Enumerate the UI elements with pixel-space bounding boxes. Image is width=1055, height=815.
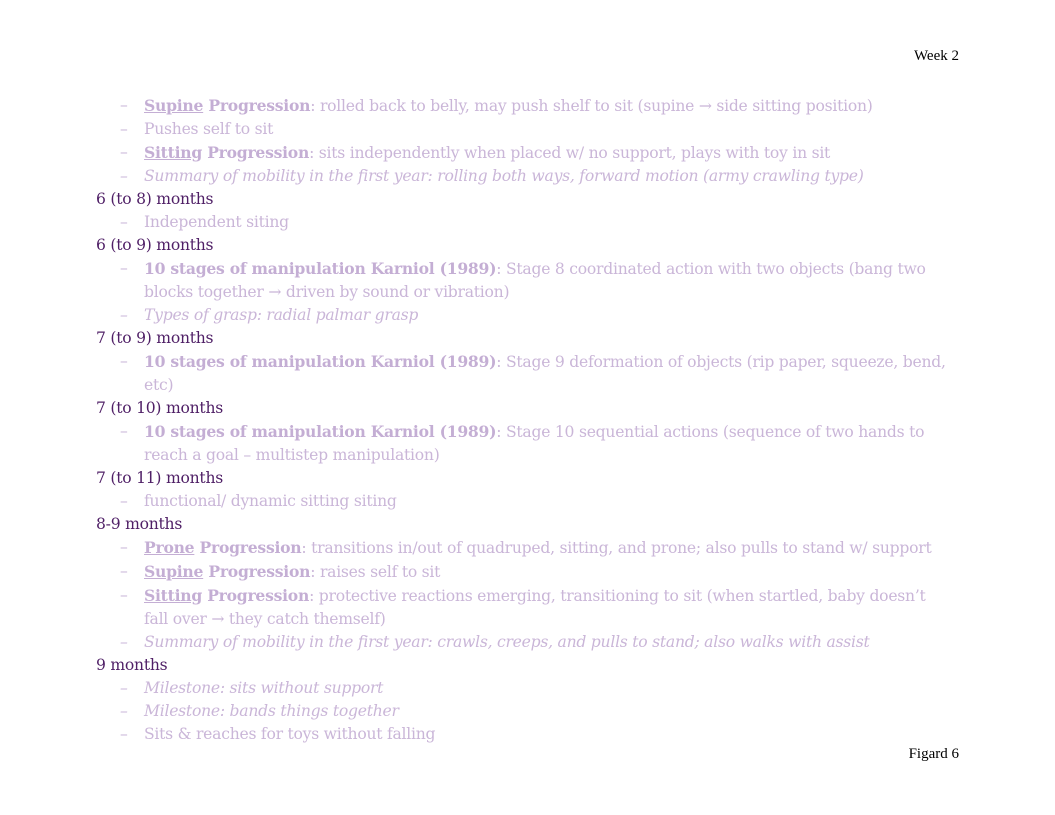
list-item [96, 677, 946, 700]
section-list [96, 211, 946, 234]
section-list [96, 490, 946, 513]
list-item [96, 723, 946, 746]
list-item [96, 560, 946, 584]
item-text: : protective reactions emerging, transitioning to sit (when startled, baby doesn’t fall over → they catch themself) [144, 587, 926, 628]
list-item [96, 211, 946, 234]
list-item [96, 420, 946, 467]
list-item [96, 141, 946, 165]
page-footer-number: Figard 6 [908, 746, 959, 762]
section-heading: 6 (to 8) months [96, 190, 214, 208]
section-heading: 7 (to 11) months [96, 469, 223, 487]
document-body [96, 94, 946, 746]
page-header-week: Week 2 [913, 48, 959, 64]
item-text: : transitions in/out of quadruped, sitting, and prone; also pulls to stand w/ support [301, 539, 932, 557]
item-lead-underlined: Sitting [144, 586, 203, 605]
list-item [96, 94, 946, 118]
item-lead-underlined: Sitting [144, 143, 203, 162]
item-lead-bold: 10 stages of manipulation Karniol (1989) [144, 422, 497, 441]
item-text: : Stage 10 sequential actions (sequence of two hands to reach a goal – multistep manipulation) [144, 423, 925, 464]
item-lead-underlined: Supine [144, 96, 204, 115]
item-text: Sits & reaches for toys without falling [144, 725, 436, 743]
section-list [96, 94, 946, 188]
item-lead-bold: Progression [202, 143, 310, 162]
section-heading: 8-9 months [96, 515, 183, 533]
item-lead-underlined: Prone [144, 538, 195, 557]
section-heading: 7 (to 10) months [96, 399, 223, 417]
section-list [96, 350, 946, 397]
section-heading: 6 (to 9) months [96, 236, 214, 254]
item-text: Milestone: bands things together [144, 702, 399, 720]
item-lead-underlined: Supine [144, 562, 204, 581]
item-text: : rolled back to belly, may push shelf to sit (supine → side sitting position) [310, 97, 873, 115]
list-item [96, 257, 946, 304]
item-text: Milestone: sits without support [144, 679, 384, 697]
list-item [96, 118, 946, 141]
list-item [96, 304, 946, 327]
item-text: : Stage 9 deformation of objects (rip paper, squeeze, bend, etc) [144, 353, 946, 394]
item-lead-bold: 10 stages of manipulation Karniol (1989) [144, 352, 497, 371]
item-lead-bold: Progression [194, 538, 302, 557]
section-list [96, 257, 946, 327]
section-heading: 7 (to 9) months [96, 329, 214, 347]
list-item [96, 631, 946, 654]
item-lead-bold: 10 stages of manipulation Karniol (1989) [144, 259, 497, 278]
item-lead-bold: Progression [202, 586, 310, 605]
item-text: Pushes self to sit [144, 120, 274, 138]
item-text: Independent siting [144, 213, 289, 231]
section-list [96, 677, 946, 746]
item-text: : raises self to sit [310, 563, 441, 581]
list-item [96, 700, 946, 723]
item-text: functional/ dynamic sitting siting [144, 492, 397, 510]
list-item [96, 350, 946, 397]
item-text: Types of grasp: radial palmar grasp [144, 306, 419, 324]
list-item [96, 490, 946, 513]
section-heading: 9 months [96, 656, 168, 674]
item-text: Summary of mobility in the first year: crawls, creeps, and pulls to stand; also walks with assist [144, 633, 870, 651]
item-lead-bold: Progression [203, 96, 311, 115]
section-list [96, 420, 946, 467]
list-item [96, 536, 946, 560]
item-lead-bold: Progression [203, 562, 311, 581]
section-list [96, 536, 946, 654]
list-item [96, 165, 946, 188]
item-text: : sits independently when placed w/ no support, plays with toy in sit [309, 144, 831, 162]
item-text: : Stage 8 coordinated action with two objects (bang two blocks together → driven by sound or vibration) [144, 260, 926, 301]
list-item [96, 584, 946, 631]
item-text: Summary of mobility in the first year: rolling both ways, forward motion (army crawling type) [144, 167, 864, 185]
